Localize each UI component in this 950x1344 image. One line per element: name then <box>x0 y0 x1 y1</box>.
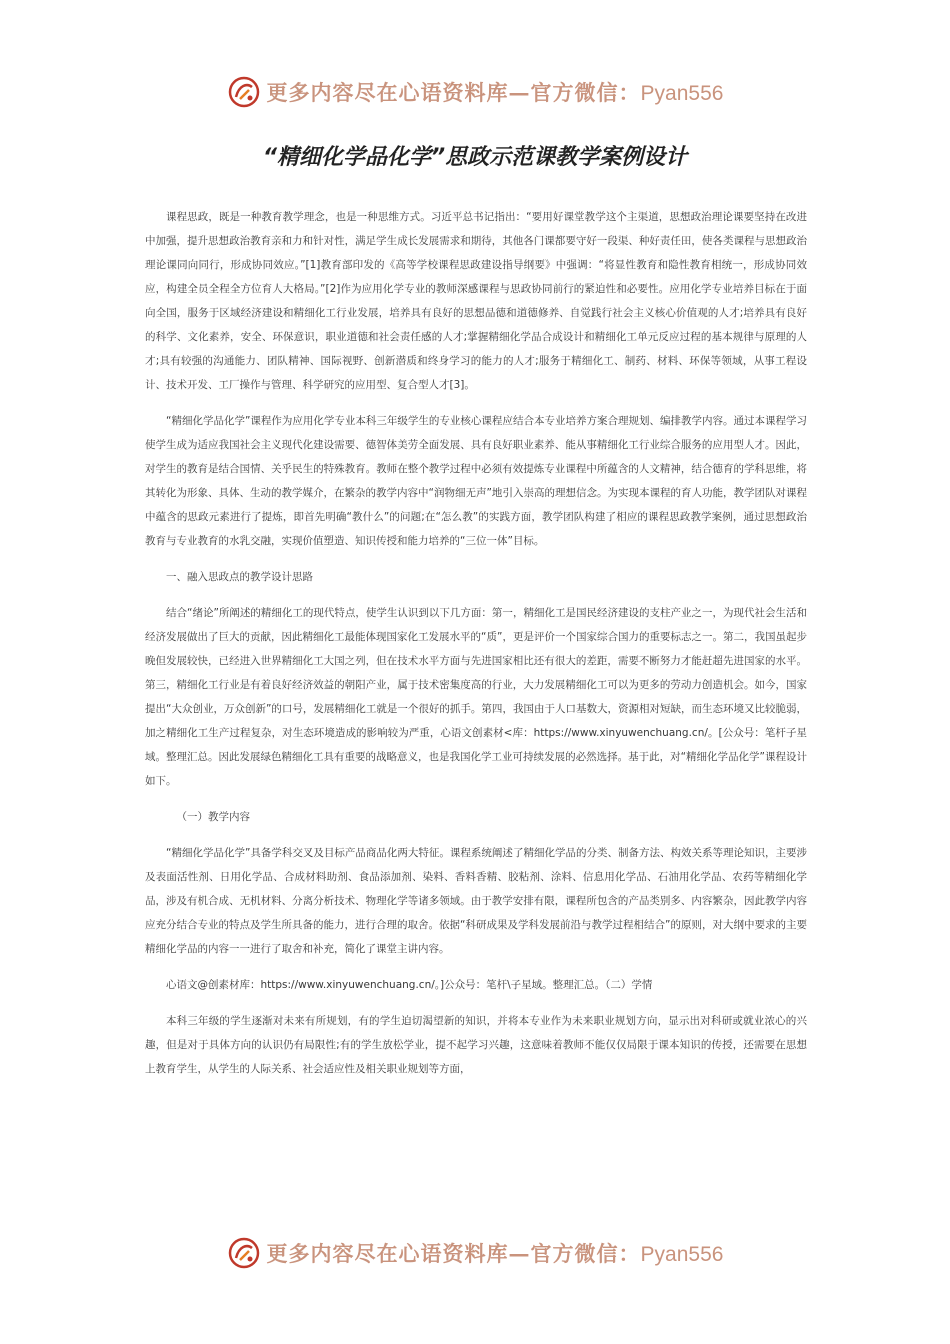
paragraph-watermark-line: 心语文@创素材库：https://www.xinyuwenchuang.cn/。]公众号：笔杆\子星域。整理汇总。（二）学情 <box>166 979 653 991</box>
footer-banner <box>0 1233 950 1273</box>
banner-text: 更多内容尽在心语资料库—官方微信：Pyan556 <box>266 1241 724 1266</box>
paragraph-course: “精细化学品化学”课程作为应用化学专业本科三年级学生的专业核心课程应结合本专业培养方案合理规划、编排教学内容。通过本课程学习使学生成为适应我国社会主义现代化建设需要、德智体美劳全面发展、具有良好职业素养、能从事精细化工行业综合服务的应用型人才。因此，对学生的教育是结合国情、关乎民生的特殊教育。教师在整个教学过程中必须有效提炼专业课程中所蕴含的人文精神，结合德育的学科思维，将其转化为形象、具体、生动的教学媒介，在繁杂的教学内容中“润物细无声”地引入崇高的理想信念。为实现本课程的育人功能，教学团队对课程中蕴含的思政元素进行了提炼，即首先明确“教什么”的问题;在“怎么教”的实践方面，教学团队构建了相应的课程思政教学案例，通过思想政治教育与专业教育的水乳交融，实现价值塑造、知识传授和能力培养的“三位一体”目标。 <box>145 415 807 547</box>
wechat-id: Pyan556 <box>640 82 724 105</box>
wechat-id: Pyan556 <box>640 1243 724 1266</box>
header-banner <box>0 72 950 112</box>
banner-text: 更多内容尽在心语资料库—官方微信：Pyan556 <box>266 80 724 105</box>
logo-icon <box>227 1236 261 1270</box>
logo-icon <box>227 75 261 109</box>
paragraph-content: “精细化学品化学”具备学科交叉及目标产品商品化两大特征。课程系统阐述了精细化学品的分类、制备方法、构效关系等理论知识，主要涉及表面活性剂、日用化学品、合成材料助剂、食品添加剂、染料、香料香精、胶粘剂、涂料、信息用化学品、石油用化学品、农药等精细化学品，涉及有机合成、无机材料、分离分析技术、物理化学等诸多领域。由于教学安排有限，课程所包含的产品类别多、内容繁杂，因此教学内容应充分结合专业的特点及学生所具备的能力，进行合理的取舍。依据“科研成果及学科发展前沿与教学过程相结合”的原则，对大纲中要求的主要精细化学品的内容一一进行了取舍和补充，简化了课堂主讲内容。 <box>145 847 807 955</box>
section-heading-1: 一、融入思政点的教学设计思路 <box>166 571 313 583</box>
paragraph-intro: 课程思政，既是一种教育教学理念，也是一种思维方式。习近平总书记指出：“要用好课堂教学这个主渠道，思想政治理论课要坚持在改进中加强，提升思想政治教育亲和力和针对性，满足学生成长发展需求和期待，其他各门课都要守好一段渠、种好责任田，使各类课程与思想政治理论课同向同行，形成协同效应。”[1]教育部印发的《高等学校课程思政建设指导纲要》中强调：“将显性教育和隐性教育相统一，形成协同效应，构建全员全程全方位育人大格局。”[2]作为应用化学专业的教师深感课程与思政协同前行的紧迫性和必要性。应用化学专业培养目标在于面向全国，服务于区域经济建设和精细化工行业发展，培养具有良好的思想品德和道德修养、自觉践行社会主义核心价值观的人才;培养具有良好的科学、文化素养，安全、环保意识，职业道德和社会责任感的人才;掌握精细化学品合成设计和精细化工单元反应过程的基本规律与原理的人才;具有较强的沟通能力、团队精神、国际视野、创新潜质和终身学习的能力的人才;服务于精细化工、制药、材料、环保等领域，从事工程设计、技术开发、工厂操作与管理、科学研究的应用型、复合型人才[3]。 <box>145 211 807 391</box>
subsection-heading-content: （一）教学内容 <box>176 811 250 823</box>
document-body <box>145 205 807 1081</box>
paragraph-students: 本科三年级的学生逐渐对未来有所规划，有的学生迫切渴望新的知识，并将本专业作为未来职业规划方向，显示出对科研或就业浓心的兴趣，但是对于具体方向的认识仍有局限性;有的学生放松学业，提不起学习兴趣，这意味着教师不能仅仅局限于课本知识的传授，还需要在思想上教育学生，从学生的人际关系、社会适应性及相关职业规划等方面， <box>145 1015 807 1075</box>
paragraph-design: 结合“绪论”所阐述的精细化工的现代特点，使学生认识到以下几方面：第一，精细化工是国民经济建设的支柱产业之一，为现代社会生活和经济发展做出了巨大的贡献，因此精细化工最能体现国家化工发展水平的“质”，更是评价一个国家综合国力的重要标志之一。第二，我国虽起步晚但发展较快，已经进入世界精细化工大国之列，但在技术水平方面与先进国家相比还有很大的差距，需要不断努力才能赶超先进国家的水平。第三，精细化工行业是有着良好经济效益的朝阳产业，属于技术密集度高的行业，大力发展精细化工可以为更多的劳动力创造机会。如今，国家提出“大众创业，万众创新”的口号，发展精细化工就是一个很好的抓手。第四，我国由于人口基数大，资源相对短缺，而生态环境又比较脆弱，加之精细化工生产过程复杂，对生态环境造成的影响较为严重，心语文创素材<库：https://www.xinyuwenchuang.cn/。[公众号：笔杆子星域。整理汇总。因此发展绿色精细化工具有重要的战略意义，也是我国化学工业可持续发展的必然选择。基于此，对“精细化学品化学”课程设计如下。 <box>145 607 807 787</box>
document-title: “精细化学品化学”思政示范课教学案例设计 <box>262 145 688 170</box>
